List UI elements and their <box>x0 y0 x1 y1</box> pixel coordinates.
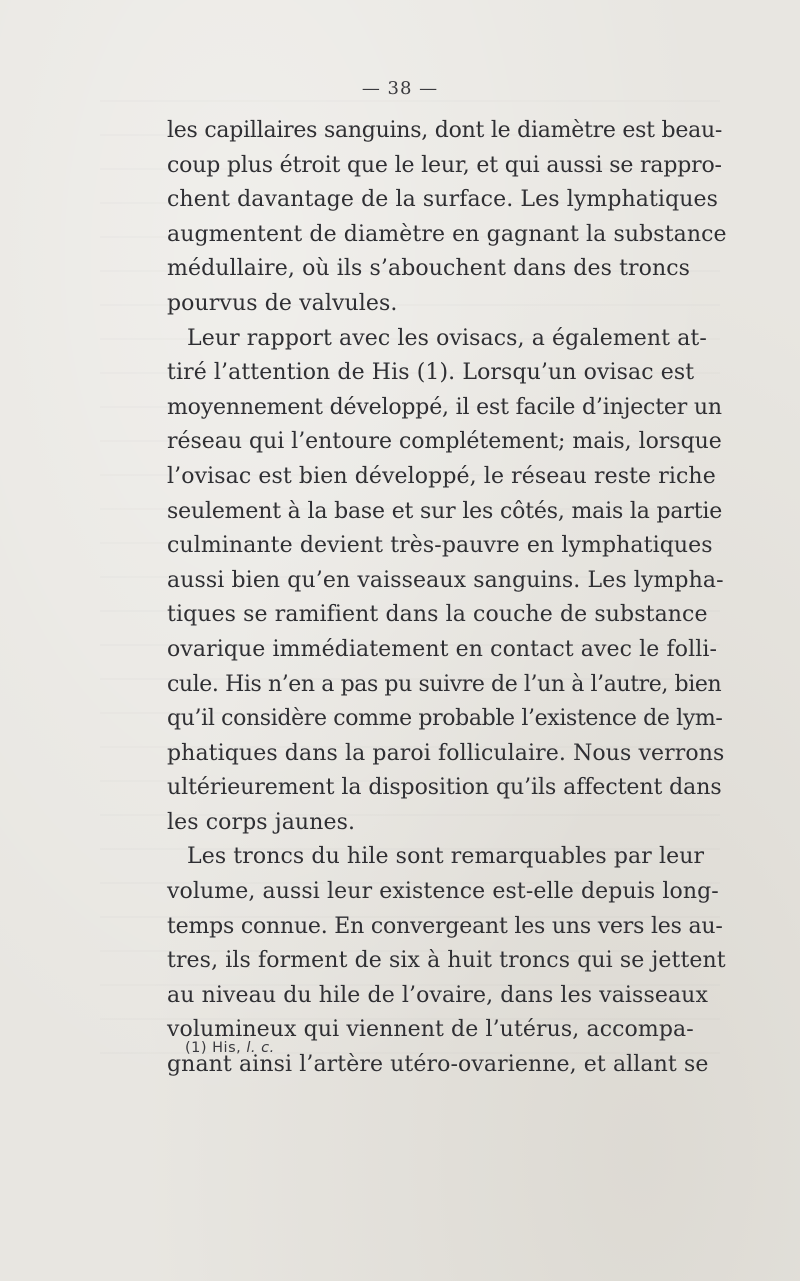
text-line: au niveau du hile de l’ovaire, dans les vaisseaux <box>167 982 708 1008</box>
text-line: moyennement développé, il est facile d’injecter un <box>167 394 722 420</box>
text-line: phatiques dans la paroi folliculaire. Nous verrons <box>167 740 725 766</box>
text-line: volumineux qui viennent de l’utérus, accompa- <box>167 1017 694 1043</box>
text-line: ovarique immédiatement en contact avec le folli- <box>167 636 718 662</box>
text-line: coup plus étroit que le leur, et qui aussi se rappro- <box>167 152 722 178</box>
page-number: — 38 — <box>361 78 439 99</box>
footnote <box>185 1040 275 1056</box>
text-line: Les troncs du hile sont remarquables par leur <box>187 844 705 870</box>
text-line: tiré l’attention de His (1). Lorsqu’un ovisac est <box>167 360 695 386</box>
text-line: culminante devient très-pauvre en lymphatiques <box>167 533 713 559</box>
text-line: réseau qui l’entoure complétement; mais, lorsque <box>167 429 722 455</box>
text-line: tres, ils forment de six à huit troncs qui se jettent <box>167 948 726 974</box>
text-line: les corps jaunes. <box>167 809 356 835</box>
text-line: médullaire, où ils s’abouchent dans des troncs <box>167 256 691 282</box>
text-line: gnant ainsi l’artère utéro-ovarienne, et allant se <box>167 1052 709 1078</box>
text-line: cule. His n’en a pas pu suivre de l’un à l’autre, bien <box>167 671 722 697</box>
text-line: Leur rapport avec les ovisacs, a également at- <box>187 325 707 351</box>
text-line: volume, aussi leur existence est-elle depuis long- <box>167 879 719 905</box>
text-line: chent davantage de la surface. Les lymphatiques <box>167 187 719 213</box>
body-text <box>167 114 727 1083</box>
text-line: seulement à la base et sur les côtés, mais la partie <box>167 498 723 524</box>
text-line: augmentent de diamètre en gagnant la substance <box>167 221 727 247</box>
text-line: ultérieurement la disposition qu’ils affectent dans <box>167 775 722 801</box>
footnote-reference: l. c. <box>246 1040 275 1056</box>
text-line: aussi bien qu’en vaisseaux sanguins. Les lympha- <box>167 567 724 593</box>
text-line: pourvus de valvules. <box>167 290 398 316</box>
text-line: les capillaires sanguins, dont le diamètre est beau- <box>167 118 723 143</box>
text-line: tiques se ramifient dans la couche de substance <box>167 602 708 628</box>
footnote-marker: (1) His, <box>185 1040 242 1056</box>
text-line: l’ovisac est bien développé, le réseau reste riche <box>167 463 716 489</box>
text-line: qu’il considère comme probable l’existence de lym- <box>167 706 723 732</box>
text-line: temps connue. En convergeant les uns vers les au- <box>167 913 723 939</box>
